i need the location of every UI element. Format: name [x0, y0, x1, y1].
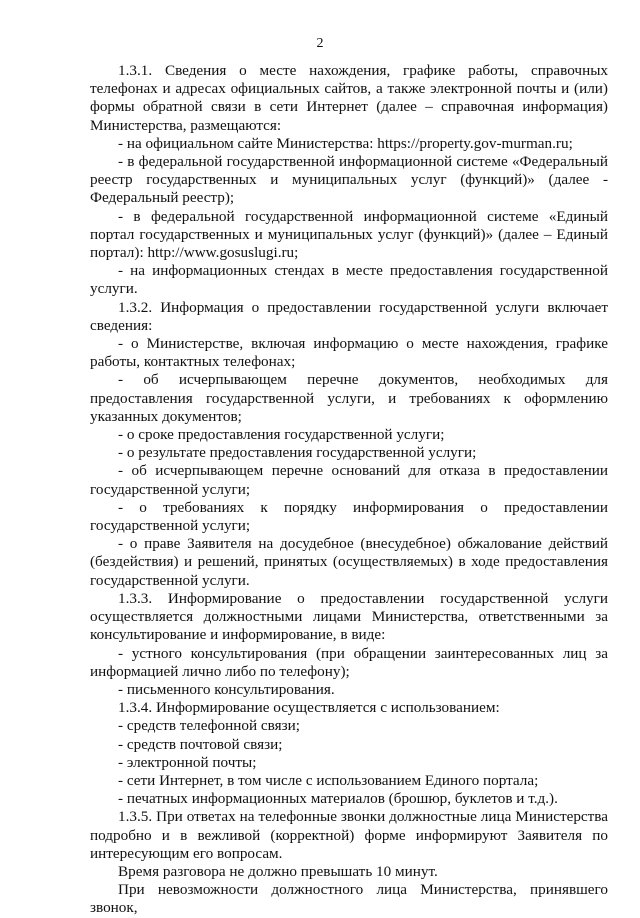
- paragraph: 1.3.4. Информирование осуществляется с использованием:: [118, 699, 500, 717]
- list-item: - о сроке предоставления государственной услуги;: [118, 426, 445, 444]
- paragraph: Время разговора не должно превышать 10 минут.: [118, 862, 438, 880]
- list-item: - печатных информационных материалов (брошюр, буклетов и т.д.).: [118, 790, 558, 808]
- list-item: - письменного консультирования.: [118, 680, 335, 698]
- paragraph: 1.3.1. Сведения о месте нахождения, графике работы, справочных телефонах и адресах официальных сайтов, а также электронной почты и (или) формы обратной связи в сети Интернет (далее – справочная информация) Министерства, размещаются:: [90, 62, 608, 134]
- paragraph: При невозможности должностного лица Министерства, принявшего звонок,: [90, 881, 608, 917]
- list-item: - на официальном сайте Министерства: https://property.gov-murman.ru;: [118, 134, 573, 152]
- page-number: 2: [316, 36, 324, 51]
- list-item: - сети Интернет, в том числе с использованием Единого портала;: [118, 771, 539, 789]
- list-item: - о Министерстве, включая информацию о месте нахождения, графике работы, контактных телефонах;: [90, 335, 608, 371]
- paragraph: 1.3.2. Информация о предоставлении государственной услуги включает сведения:: [90, 298, 608, 334]
- list-item: - средств телефонной связи;: [118, 717, 300, 735]
- list-item: - о результате предоставления государственной услуги;: [118, 444, 477, 462]
- paragraph: 1.3.5. При ответах на телефонные звонки должностные лица Министерства подробно и в вежливой (корректной) форме информируют Заявителя по интересующим его вопросам.: [90, 808, 608, 862]
- list-item: - устного консультирования (при обращении заинтересованных лиц за информацией лично либо по телефону);: [90, 644, 608, 680]
- list-item: - в федеральной государственной информационной системе «Федеральный реестр государственных и муниципальных услуг (функций)» (далее - Федеральный реестр);: [90, 153, 608, 207]
- list-item: - об исчерпывающем перечне оснований для отказа в предоставлении государственной услуги;: [90, 462, 608, 498]
- list-item: - об исчерпывающем перечне документов, необходимых для предоставления государственной услуги, и требованиях к оформлению указанных документов;: [90, 371, 608, 425]
- list-item: - электронной почты;: [118, 753, 257, 771]
- list-item: - на информационных стендах в месте предоставления государственной услуги.: [90, 262, 608, 298]
- paragraph: 1.3.3. Информирование о предоставлении государственной услуги осуществляется должностными лицами Министерства, ответственными за консультирование и информирование, в виде:: [90, 589, 608, 644]
- list-item: - о требованиях к порядку информирования о предоставлении государственной услуги;: [90, 498, 608, 535]
- list-item: - в федеральной государственной информационной системе «Единый портал государственных и муниципальных услуг (функций)» (далее – Единый портал): http://www.gosuslugi.ru;: [90, 207, 608, 262]
- list-item: - о праве Заявителя на досудебное (внесудебное) обжалование действий (бездействия) и решений, принятых (осуществляемых) в ходе предоставления государственной услуги.: [90, 535, 608, 589]
- list-item: - средств почтовой связи;: [118, 735, 283, 753]
- document-body: [90, 62, 608, 918]
